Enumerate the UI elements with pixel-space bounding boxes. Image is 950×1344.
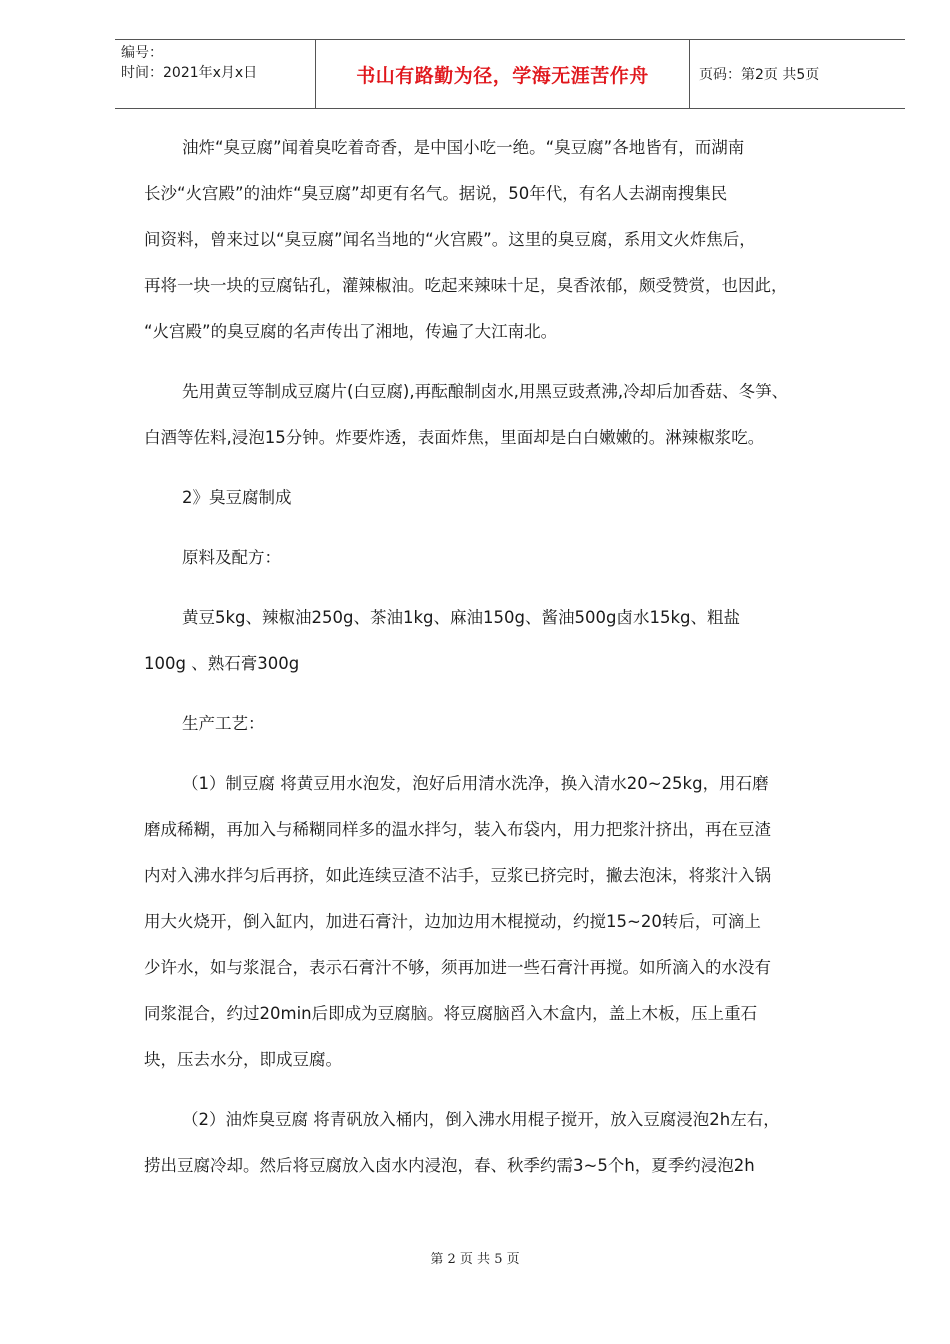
text-line: 间资料，曾来过以“臭豆腐”闻名当地的“火宫殿”。这里的臭豆腐，系用文火炸焦后， <box>144 230 756 249</box>
paragraph <box>144 761 884 1083</box>
text-line: 同浆混合，约过20min后即成为豆腐脑。将豆腐脑舀入木盒内，盖上木板，压上重石 <box>144 1004 758 1023</box>
text-line: 捞出豆腐冷却。然后将豆腐放入卤水内浸泡，春、秋季约需3~5个h，夏季约浸泡2h <box>144 1156 755 1175</box>
paragraph <box>144 1097 884 1189</box>
text-line: 磨成稀糊，再加入与稀糊同样多的温水拌匀，装入布袋内，用力把浆汁挤出，再在豆渣 <box>144 820 771 839</box>
text-line: 少许水，如与浆混合，表示石膏汁不够，须再加进一些石膏汁再搅。如所滴入的水没有 <box>144 958 771 977</box>
paragraph <box>144 701 884 747</box>
document-body <box>144 125 884 1203</box>
text-line: 2》臭豆腐制成 <box>182 488 292 507</box>
header-meta <box>121 43 257 83</box>
text-line: 长沙“火宫殿”的油炸“臭豆腐”却更有名气。据说，50年代，有名人去湖南搜集民 <box>144 184 728 203</box>
paragraph <box>144 535 884 581</box>
text-line: 100g 、熟石膏300g <box>144 654 300 673</box>
text-line: 黄豆5kg、辣椒油250g、茶油1kg、麻油150g、酱油500g卤水15kg、粗盐 <box>182 608 740 627</box>
text-line: 内对入沸水拌匀后再挤，如此连续豆渣不沾手，豆浆已挤完时，撇去泡沫，将浆汁入锅 <box>144 866 771 885</box>
document-time-label: 时间：2021年x月x日 <box>121 65 258 81</box>
paragraph <box>144 125 884 355</box>
header-divider <box>689 40 690 108</box>
header-motto: 书山有路勤为径，学海无涯苦作舟 <box>356 64 649 87</box>
text-line: 生产工艺： <box>182 714 265 733</box>
page-footer: 第 2 页 共 5 页 <box>430 1252 520 1267</box>
paragraph <box>144 475 884 521</box>
text-line: （2）油炸臭豆腐 将青矾放入桶内，倒入沸水用棍子搅开，放入豆腐浸泡2h左右， <box>182 1110 780 1129</box>
text-line: 油炸“臭豆腐”闻着臭吃着奇香，是中国小吃一绝。“臭豆腐”各地皆有，而湖南 <box>182 138 745 157</box>
text-line: 用大火烧开，倒入缸内，加进石膏汁，边加边用木棍搅动，约搅15~20转后，可滴上 <box>144 912 761 931</box>
page-header <box>115 39 905 109</box>
text-line: “火宫殿”的臭豆腐的名声传出了湘地，传遍了大江南北。 <box>144 322 558 341</box>
text-line: 先用黄豆等制成豆腐片(白豆腐),再酝酿制卤水,用黑豆豉煮沸,冷却后加香菇、冬笋、 <box>182 382 789 401</box>
text-line: 再将一块一块的豆腐钻孔，灌辣椒油。吃起来辣味十足，臭香浓郁，颇受赞赏，也因此， <box>144 276 788 295</box>
paragraph <box>144 595 884 687</box>
text-line: 白酒等佐料,浸泡15分钟。炸要炸透，表面炸焦，里面却是白白嫩嫩的。淋辣椒浆吃。 <box>144 428 765 447</box>
paragraph <box>144 369 884 461</box>
document-number-label: 编号： <box>121 45 163 61</box>
text-line: 块，压去水分，即成豆腐。 <box>144 1050 342 1069</box>
header-page-number: 页码：第2页 共5页 <box>699 67 820 83</box>
text-line: （1）制豆腐 将黄豆用水泡发，泡好后用清水洗净，换入清水20~25kg，用石磨 <box>182 774 769 793</box>
text-line: 原料及配方： <box>182 548 281 567</box>
